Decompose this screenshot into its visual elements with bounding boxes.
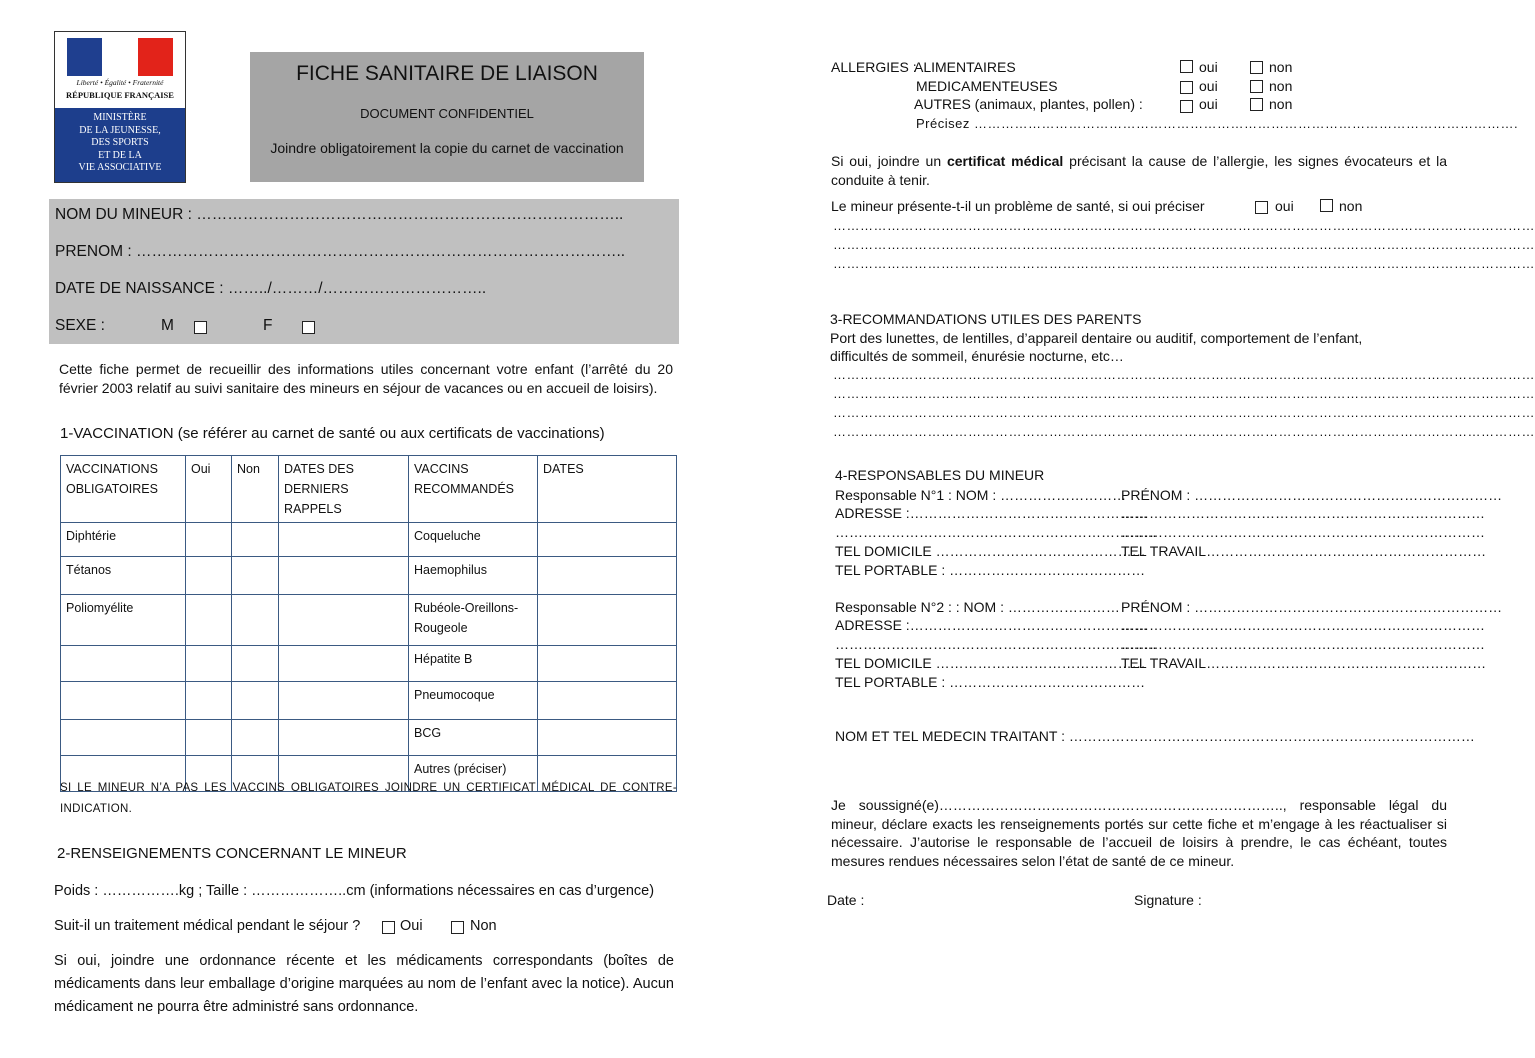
resp2-adresse-cont[interactable]: ……………………………………………………………………	[1121, 617, 1485, 633]
vaccine-recommended: Rubéole-Oreillons-Rougeole	[409, 595, 538, 646]
resp1-adresse-cont[interactable]: ……………………………………………………………………	[1121, 505, 1485, 521]
rappel-cell[interactable]	[279, 595, 409, 646]
resp1-blank-line-2[interactable]: ……………………………………………………………………	[1121, 524, 1485, 540]
probleme-non-checkbox[interactable]	[1320, 199, 1333, 212]
non-cell[interactable]	[232, 646, 279, 682]
rappel-cell[interactable]	[279, 523, 409, 557]
alimentaires-non-label: non	[1269, 59, 1293, 75]
logo-ministry: MINISTÈRE DE LA JEUNESSE, DES SPORTS ET DE LA VIE ASSOCIATIVE	[55, 108, 185, 182]
title-box	[250, 52, 644, 182]
probleme-line-3[interactable]: …………………………………………………………………………………………………………………………………………	[833, 256, 1535, 271]
probleme-oui-checkbox[interactable]	[1255, 201, 1268, 214]
ministry-logo	[54, 31, 186, 183]
date-cell[interactable]	[538, 646, 677, 682]
resp1-nom-field[interactable]: Responsable N°1 : NOM : ………………………	[835, 487, 1127, 503]
precisez-field[interactable]: Précisez ………………………………………………………………………………………………………….	[916, 116, 1519, 131]
sexe-m-checkbox[interactable]	[194, 321, 207, 334]
logo-republic: RÉPUBLIQUE FRANÇAISE	[66, 90, 174, 100]
page-subtitle: DOCUMENT CONFIDENTIEL	[360, 106, 534, 121]
signature-field[interactable]: Signature :	[1134, 892, 1202, 908]
date-cell[interactable]	[538, 682, 677, 720]
allergie-autres: AUTRES (animaux, plantes, pollen) :	[914, 96, 1143, 112]
allergie-alimentaires: ALIMENTAIRES	[914, 59, 1016, 75]
vaccine-mandatory	[61, 646, 186, 682]
medecin-traitant-field[interactable]: NOM ET TEL MEDECIN TRAITANT : ……………………………………………………………………………	[835, 728, 1475, 744]
vaccine-mandatory	[61, 682, 186, 720]
resp2-tel-portable[interactable]: TEL PORTABLE : ……………………………………	[835, 674, 1146, 690]
allergie-medicamenteuses: MEDICAMENTEUSES	[916, 78, 1058, 94]
th-obligatoires: VACCINATIONS OBLIGATOIRES	[61, 456, 186, 523]
vaccination-instruction: Joindre obligatoirement la copie du carnet de vaccination	[270, 140, 624, 156]
resp2-blank-line-2[interactable]: ……………………………………………………………………	[1121, 636, 1485, 652]
resp1-tel-travail[interactable]: TEL TRAVAIL……………………………………………………	[1121, 543, 1487, 559]
naissance-field[interactable]: DATE DE NAISSANCE : ……../………/…………………………..	[55, 280, 487, 297]
rappel-cell[interactable]	[279, 720, 409, 756]
oui-cell[interactable]	[186, 682, 232, 720]
non-cell[interactable]	[232, 682, 279, 720]
section-4-title: 4-RESPONSABLES DU MINEUR	[835, 467, 1045, 483]
probleme-line-2[interactable]: …………………………………………………………………………………………………………………………………………	[833, 237, 1535, 252]
resp2-tel-domicile[interactable]: TEL DOMICILE ………………………………………	[835, 655, 1146, 671]
medicamenteuses-non-checkbox[interactable]	[1250, 80, 1263, 93]
resp1-prenom-field[interactable]: PRÉNOM : …………………………………………………………	[1121, 487, 1503, 503]
intro-text: Cette fiche permet de recueillir des informations utiles concernant votre enfant (l’arrêté du 20 février 2003 relatif au suivi sanitaire des mineurs en séjour de vacances ou en accueil de loisirs).	[59, 361, 673, 396]
alimentaires-non-checkbox[interactable]	[1250, 61, 1263, 74]
resp1-blank-line[interactable]: ……………………………………………………………	[835, 524, 1157, 540]
autres-oui-checkbox[interactable]	[1180, 100, 1193, 113]
rappel-cell[interactable]	[279, 557, 409, 595]
recommandations-line-1[interactable]: …………………………………………………………………………………………………………………………………………	[833, 367, 1535, 382]
th-recommandes: VACCINS RECOMMANDÉS	[409, 456, 538, 523]
certificat-text: Si oui, joindre un certificat médical précisant la cause de l’allergie, les signes évocateurs et la conduite à tenir.	[831, 153, 1448, 188]
resp1-adresse-field[interactable]: ADRESSE :……………………………………………	[835, 505, 1148, 521]
traitement-oui-checkbox[interactable]	[382, 921, 395, 934]
autres-oui-label: oui	[1199, 96, 1218, 112]
oui-cell[interactable]	[186, 595, 232, 646]
vaccine-recommended: Hépatite B	[409, 646, 538, 682]
traitement-non-checkbox[interactable]	[451, 921, 464, 934]
recommandations-line-4[interactable]: …………………………………………………………………………………………………………………………………………	[833, 424, 1535, 439]
vaccine-mandatory: Tétanos	[61, 557, 186, 595]
date-cell[interactable]	[538, 557, 677, 595]
sexe-label: SEXE :	[55, 317, 105, 334]
date-cell[interactable]	[538, 720, 677, 756]
probleme-non-label: non	[1339, 198, 1363, 214]
th-oui: Oui	[186, 456, 232, 523]
autres-non-label: non	[1269, 96, 1293, 112]
section-3-title: 3-RECOMMANDATIONS UTILES DES PARENTS	[830, 311, 1142, 327]
traitement-question: Suit-il un traitement médical pendant le séjour ?	[54, 918, 361, 934]
rappel-cell[interactable]	[279, 682, 409, 720]
date-field[interactable]: Date :	[827, 892, 865, 908]
th-non: Non	[232, 456, 279, 523]
section-2-title: 2-RENSEIGNEMENTS CONCERNANT LE MINEUR	[57, 845, 407, 862]
ordonnance-text: Si oui, joindre une ordonnance récente et les médicaments correspondants (boîtes de médicaments dans leur emballage d’origine marquées au nom de l’enfant avec la notice). Aucun médicament ne pourra être administré sans ordonnance.	[54, 953, 674, 1015]
marianne-flag-icon	[67, 38, 173, 76]
logo-motto: Liberté • Égalité • Fraternité	[76, 78, 164, 87]
resp2-nom-field[interactable]: Responsable N°2 : : NOM : ……………………	[835, 599, 1120, 615]
oui-cell[interactable]	[186, 646, 232, 682]
vaccine-mandatory	[61, 720, 186, 756]
vaccine-recommended: Pneumocoque	[409, 682, 538, 720]
oui-cell[interactable]	[186, 557, 232, 595]
nom-field[interactable]: NOM DU MINEUR : ………………………………………………………………………..	[55, 206, 624, 223]
sexe-f-checkbox[interactable]	[302, 321, 315, 334]
vaccine-recommended: Autres (préciser)	[409, 756, 538, 792]
non-cell[interactable]	[232, 523, 279, 557]
sexe-m-label: M	[161, 317, 174, 334]
vaccine-mandatory: Poliomyélite	[61, 595, 186, 646]
traitement-oui-label: Oui	[400, 918, 423, 934]
date-cell[interactable]	[538, 595, 677, 646]
medicamenteuses-non-label: non	[1269, 78, 1293, 94]
recommandations-line-3[interactable]: …………………………………………………………………………………………………………………………………………	[833, 405, 1535, 420]
non-cell[interactable]	[232, 720, 279, 756]
alimentaires-oui-checkbox[interactable]	[1180, 60, 1193, 73]
resp2-blank-line[interactable]: ……………………………………………………………	[835, 636, 1157, 652]
resp1-tel-domicile[interactable]: TEL DOMICILE ………………………………………	[835, 543, 1146, 559]
prenom-field[interactable]: PRENOM : …………………………………………………………………………………..	[55, 243, 626, 260]
non-cell[interactable]	[232, 595, 279, 646]
probleme-sante-question: Le mineur présente-t-il un problème de santé, si oui préciser	[831, 198, 1205, 214]
oui-cell[interactable]	[186, 720, 232, 756]
autres-non-checkbox[interactable]	[1250, 98, 1263, 111]
recommandations-line-2[interactable]: …………………………………………………………………………………………………………………………………………	[833, 386, 1535, 401]
vaccine-recommended: Coqueluche	[409, 523, 538, 557]
resp2-prenom-field[interactable]: PRÉNOM : …………………………………………………………	[1121, 599, 1503, 615]
rappel-cell[interactable]	[279, 646, 409, 682]
resp1-tel-portable[interactable]: TEL PORTABLE : ……………………………………	[835, 562, 1146, 578]
section-3-line-1: Port des lunettes, de lentilles, d’appareil dentaire ou auditif, comportement de l’enfant,	[830, 330, 1363, 346]
allergies-label: ALLERGIES :	[831, 59, 917, 75]
alimentaires-oui-label: oui	[1199, 59, 1218, 75]
vaccine-recommended: Haemophilus	[409, 557, 538, 595]
medicamenteuses-oui-checkbox[interactable]	[1180, 81, 1193, 94]
th-dates-rappels: DATES DES DERNIERS RAPPELS	[279, 456, 409, 523]
identity-box	[49, 199, 679, 344]
probleme-line-1[interactable]: …………………………………………………………………………………………………………………………………………	[833, 218, 1535, 233]
non-cell[interactable]	[232, 557, 279, 595]
declaration-text: Je soussigné(e)……………………………………………………………….., responsable légal du mineur, déclare exacts les renseignements portés sur cette fiche et m’engage à les réactualiser si nécessaire. J’autorise le responsable de l’accueil de loisirs à prendre, le cas échéant, toutes mesures rendues nécessaires selon l’état de santé de ce mineur.	[831, 797, 1447, 869]
date-cell[interactable]	[538, 523, 677, 557]
sexe-f-label: F	[263, 317, 273, 334]
oui-cell[interactable]	[186, 523, 232, 557]
medicamenteuses-oui-label: oui	[1199, 78, 1218, 94]
resp2-adresse-field[interactable]: ADRESSE :……………………………………………	[835, 617, 1148, 633]
probleme-oui-label: oui	[1275, 198, 1294, 214]
traitement-non-label: Non	[470, 918, 497, 934]
resp2-tel-travail[interactable]: TEL TRAVAIL……………………………………………………	[1121, 655, 1487, 671]
vaccination-table	[60, 455, 677, 792]
vaccination-note: SI LE MINEUR N’A PAS LES VACCINS OBLIGATOIRES JOINDRE UN CERTIFICAT MÉDICAL DE CONTRE-INDICATION.	[60, 782, 677, 815]
page-title: FICHE SANITAIRE DE LIAISON	[296, 62, 598, 85]
th-dates: DATES	[538, 456, 677, 523]
section-1-title: 1-VACCINATION (se référer au carnet de santé ou aux certificats de vaccinations)	[60, 425, 605, 442]
vaccine-mandatory: Diphtérie	[61, 523, 186, 557]
vaccine-recommended: BCG	[409, 720, 538, 756]
section-3-line-2: difficultés de sommeil, énurésie nocturne, etc…	[830, 348, 1124, 364]
poids-taille-field[interactable]: Poids : …………….kg ; Taille : ………………..cm (informations nécessaires en cas d’urgence)	[54, 883, 655, 899]
